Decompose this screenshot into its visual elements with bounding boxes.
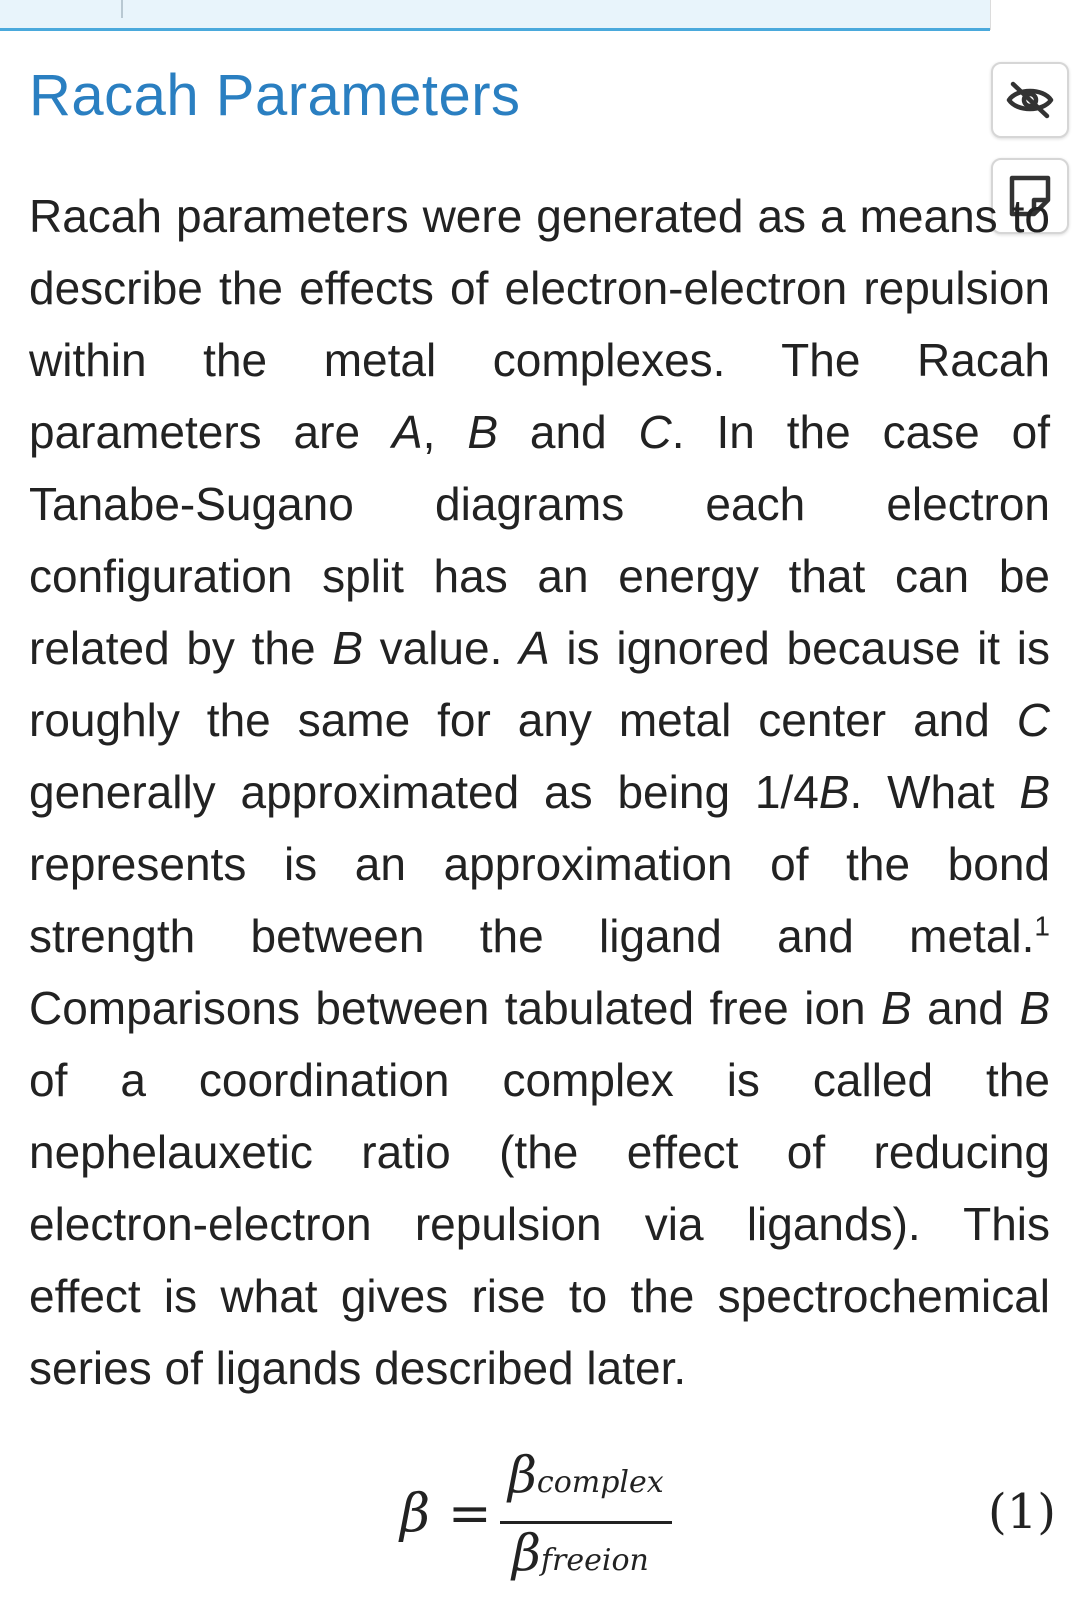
var-b: B — [1019, 982, 1050, 1034]
reference-link[interactable]: 1 — [1034, 910, 1050, 942]
equation-number: (1) — [988, 1484, 1056, 1540]
text-cursor-mark — [121, 0, 123, 18]
var-c: C — [638, 406, 672, 458]
top-strip — [0, 0, 990, 31]
equation-fraction — [500, 1440, 672, 1590]
equation-numerator: βcomplex — [508, 1446, 664, 1504]
var-b: B — [332, 622, 363, 674]
equation-equals: = — [448, 1484, 492, 1544]
var-b: B — [881, 982, 912, 1034]
nephelauxetic-equation — [0, 1440, 1080, 1590]
var-b: B — [467, 406, 498, 458]
top-right-area — [990, 0, 1080, 30]
var-a: A — [519, 622, 550, 674]
equation-denominator: βfreeion — [512, 1524, 649, 1582]
var-b: B — [818, 766, 850, 818]
equation-lhs: β — [400, 1484, 431, 1544]
racah-paragraph: Racah parameters were generated as a means to describe the effects of electron-electron repulsion within the metal complexes. The Racah parameters are A, B and C. In the case of Tanabe-Sugano diagrams each electron configuration split has an energy that can be related by the B value. A is ignored because it is roughly the same for any metal center and C generally approximated as being 1/4B. What B represents is an approximation of the bond strength between the ligand and metal.$^1$ Comparisons between tabulated free ion B and B of a coordination complex is called the nephelauxetic ratio (the effect of reducing electron-electron repulsion via ligands). This effect is what gives rise to the spectrochemical series of ligands described later. — [29, 190, 1050, 1394]
var-a: A — [391, 406, 423, 458]
var-c: C — [1016, 694, 1050, 746]
var-b: B — [1019, 766, 1050, 818]
eye-slash-icon — [1005, 78, 1055, 122]
hide-annotations-button[interactable] — [991, 62, 1069, 138]
section-title: Racah Parameters — [29, 63, 521, 128]
